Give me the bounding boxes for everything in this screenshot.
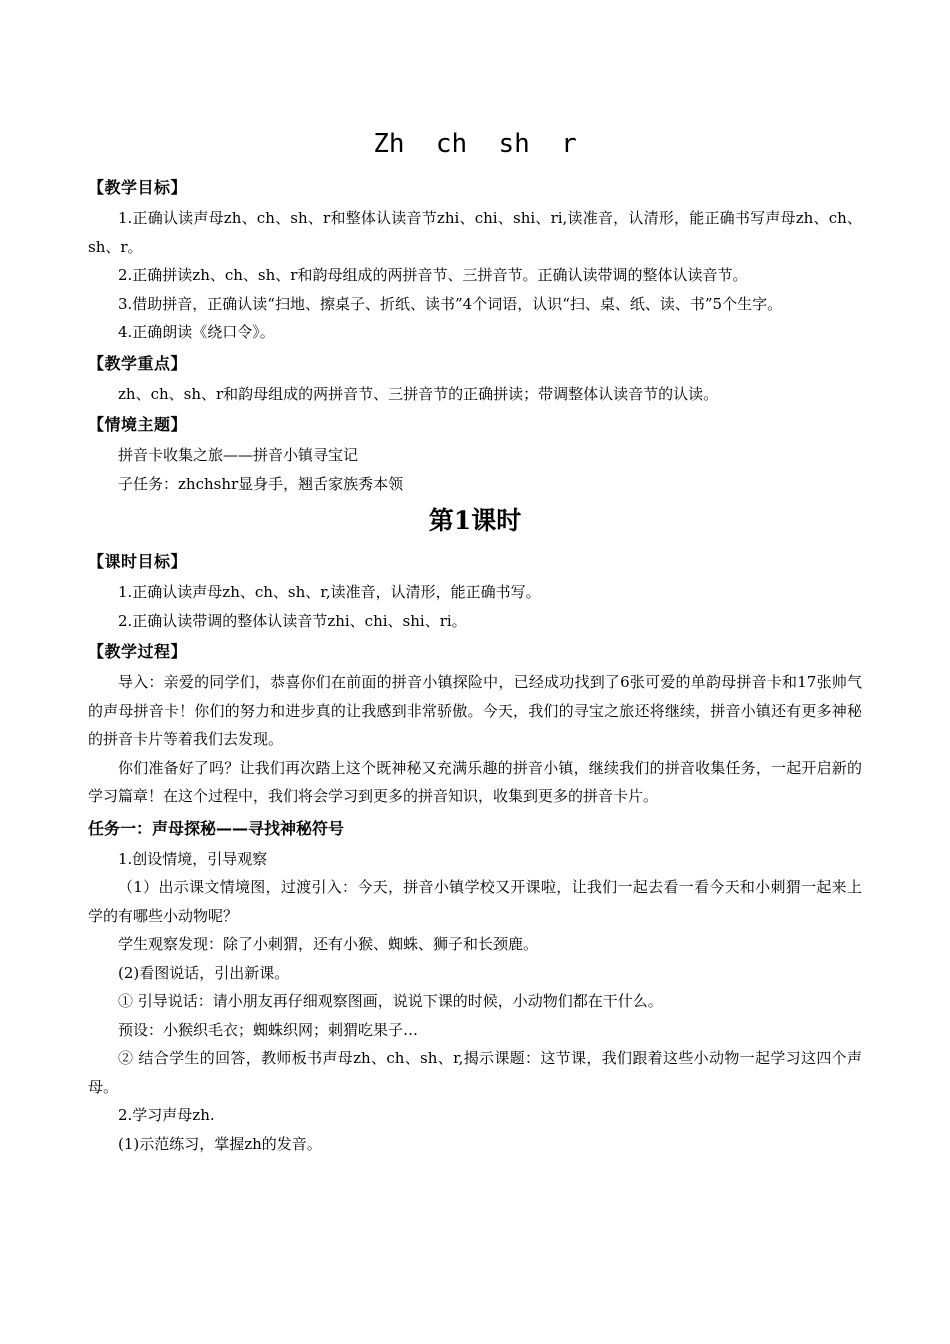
document-title: Zh ch sh r xyxy=(373,129,577,159)
intro-paragraph-1: 导入：亲爱的同学们，恭喜你们在前面的拼音小镇探险中，已经成功找到了6张可爱的单韵母拼音卡和17张帅气的声母拼音卡！你们的努力和进步真的让我感到非常骄傲。今天，我们的寻宝之旅还将继续，拼音小镇还有更多神秘的拼音卡片等着我们去发现。 xyxy=(88,673,862,748)
process-heading: 【教学过程】 xyxy=(88,642,188,661)
guide-text: ① 引导说话：请小朋友再仔细观察图画，说说下课的时候，小动物们都在干什么。 xyxy=(118,992,663,1010)
objective-item-4: 4.正确朗读《绕口令》。 xyxy=(118,323,275,341)
key-points-text: zh、ch、sh、r和韵母组成的两拼音节、三拼音节的正确拼读；带调整体认读音节的认读。 xyxy=(118,384,719,403)
theme-heading: 【情境主题】 xyxy=(88,415,188,434)
observation-text: 学生观察发现：除了小刺猬，还有小猴、蜘蛛、狮子和长颈鹿。 xyxy=(118,935,539,953)
objectives-heading: 【教学目标】 xyxy=(88,178,188,197)
key-points-heading: 【教学重点】 xyxy=(88,353,188,373)
step-1: 1.创设情境，引导观察 xyxy=(118,849,268,868)
step-2-1: (1)示范练习，掌握zh的发音。 xyxy=(118,1134,322,1153)
task1-heading: 任务一：声母探秘——寻找神秘符号 xyxy=(88,818,345,838)
step-1-2: (2)看图说话，引出新课。 xyxy=(118,963,290,982)
lesson-goals-heading: 【课时目标】 xyxy=(88,552,188,571)
lesson-goal-2: 2.正确认读带调的整体认读音节zhi、chi、shi、ri。 xyxy=(118,611,467,630)
lesson-title: 第1课时 xyxy=(428,506,522,535)
step-1-1: （1）出示课文情境图，过渡引入：今天，拼音小镇学校又开课啦，让我们一起去看一看今天和小刺猬一起来上学的有哪些小动物呢？ xyxy=(88,878,862,925)
objective-item-3: 3.借助拼音，正确认读“扫地、擦桌子、折纸、读书”4个词语，认识“扫、桌、纸、读、书”5个生字。 xyxy=(118,294,783,313)
objective-item-1: 1.正确认读声母zh、ch、sh、r和整体认读音节zhi、chi、shi、ri,读准音，认清形，能正确书写声母zh、ch、sh、r。 xyxy=(88,209,862,256)
theme-line-2: 子任务：zhchshr显身手，翘舌家族秀本领 xyxy=(118,474,404,493)
theme-line-1: 拼音卡收集之旅——拼音小镇寻宝记 xyxy=(118,446,359,464)
objective-item-2: 2.正确拼读zh、ch、sh、r和韵母组成的两拼音节、三拼音节。正确认读带调的整体认读音节。 xyxy=(118,266,748,284)
lesson-goal-1: 1.正确认读声母zh、ch、sh、r,读准音，认清形，能正确书写。 xyxy=(118,583,541,601)
intro-paragraph-2: 你们准备好了吗？让我们再次踏上这个既神秘又充满乐趣的拼音小镇，继续我们的拼音收集任务，一起开启新的学习篇章！在这个过程中，我们将会学习到更多的拼音知识，收集到更多的拼音卡片。 xyxy=(88,758,862,805)
step-2: 2.学习声母zh. xyxy=(118,1106,215,1124)
combine-text: ② 结合学生的回答，教师板书声母zh、ch、sh、r,揭示课题：这节课，我们跟着这些小动物一起学习这四个声母。 xyxy=(88,1049,862,1096)
preset-text: 预设：小猴织毛衣；蜘蛛织网；刺猬吃果子… xyxy=(118,1020,419,1039)
